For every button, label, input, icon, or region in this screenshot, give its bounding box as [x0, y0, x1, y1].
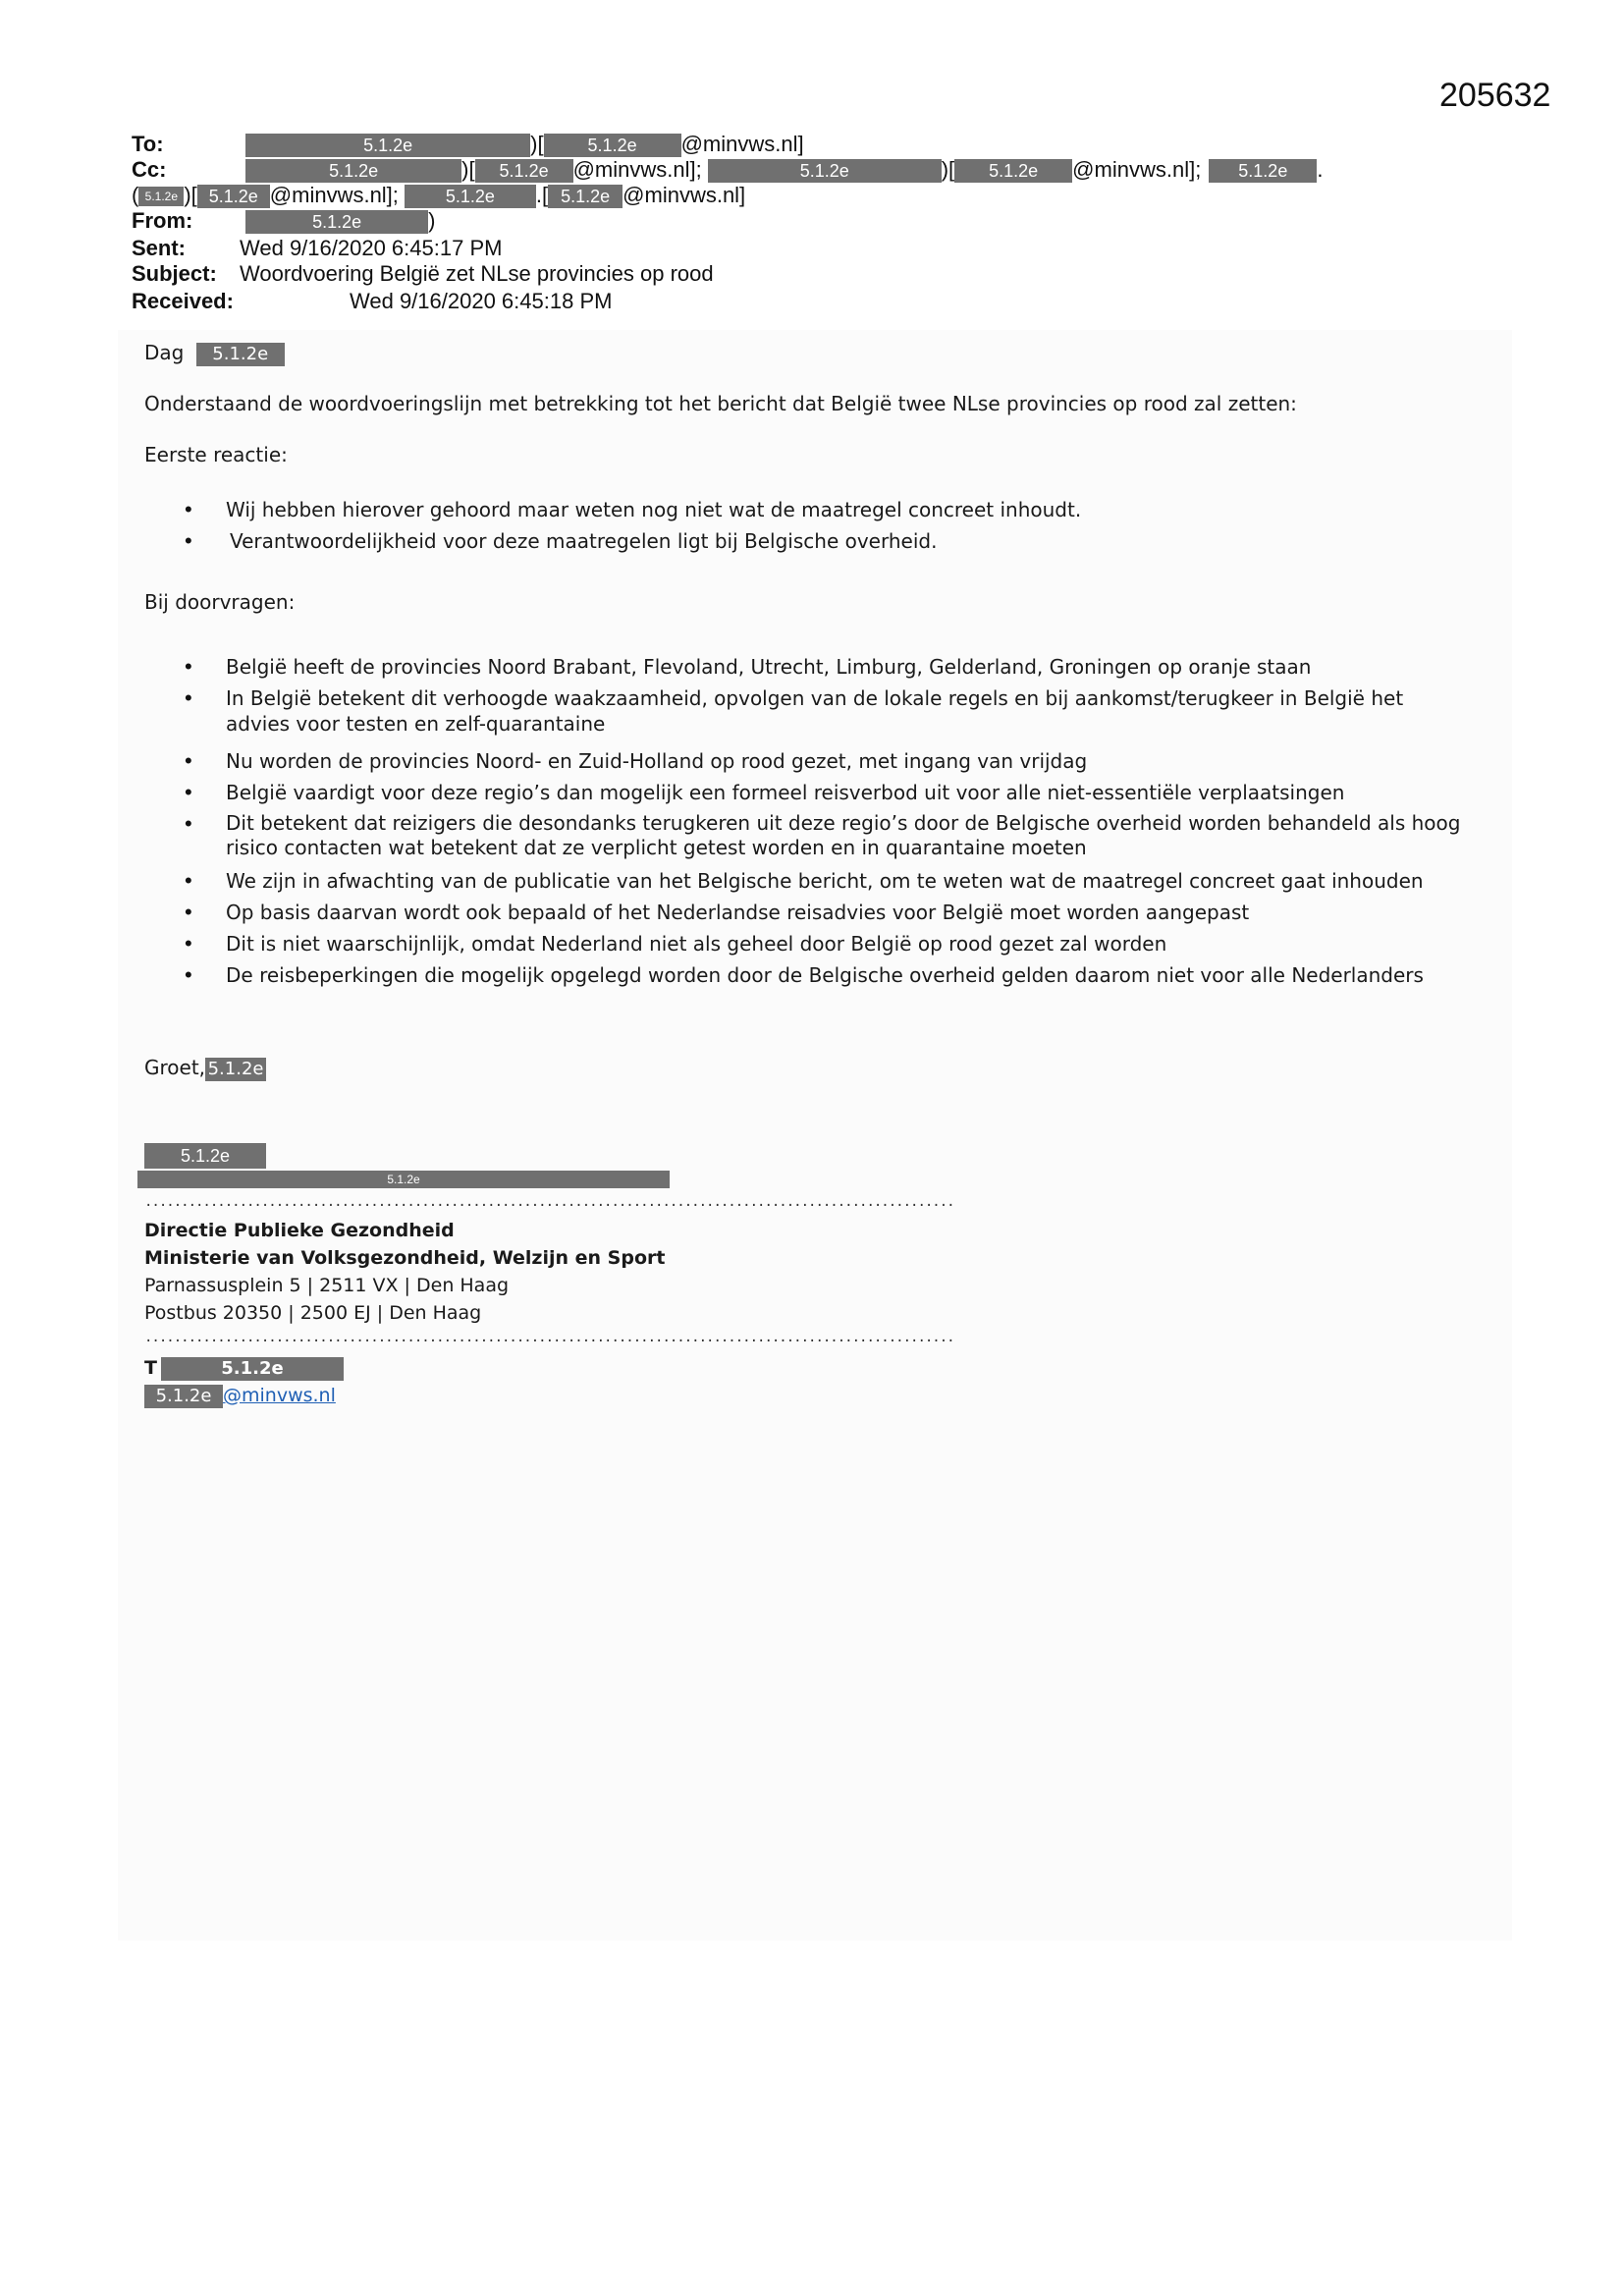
bullet-marker: • [185, 962, 192, 987]
divider: ............................................................................................................... [144, 1330, 954, 1345]
follow-up-item: We zijn in afwachting van de publicatie van het Belgische bericht, om te weten wat de maatregel concreet gaat inhouden [226, 869, 1424, 893]
received-line [132, 289, 612, 314]
received-value: Wed 9/16/2020 6:45:18 PM [350, 289, 613, 313]
address-line-2: Postbus 20350 | 2500 EJ | Den Haag [144, 1302, 482, 1324]
redaction: 5.1.2e [137, 1171, 670, 1188]
separator: .[ [535, 183, 549, 207]
ministry: Ministerie van Volksgezondheid, Welzijn en Sport [144, 1247, 666, 1269]
follow-up-item: Nu worden de provincies Noord- en Zuid-Holland op rood gezet, met ingang van vrijdag [226, 749, 1088, 773]
to-label: To: [132, 132, 164, 156]
separator: )[ [530, 132, 544, 156]
follow-up-item: België heeft de provincies Noord Brabant, Flevoland, Utrecht, Limburg, Gelderland, Groningen op oranje staan [226, 655, 1312, 679]
cc-continuation-line [132, 183, 745, 208]
email-link[interactable]: @minvws.nl [223, 1385, 336, 1406]
follow-up-title: Bij doorvragen: [144, 590, 296, 614]
redaction: 5.1.2e [245, 134, 530, 157]
redaction: 5.1.2e [144, 1385, 223, 1408]
separator: ) [428, 208, 436, 233]
sent-line [132, 236, 502, 261]
follow-up-item: In België betekent dit verhoogde waakzaamheid, opvolgen van de lokale regels en bij aankomst/terugkeer in België het advies voor testen en zelf-quarantaine [226, 686, 1404, 736]
redaction: 5.1.2e [954, 159, 1072, 183]
bullet-marker: • [185, 900, 192, 924]
redaction: 5.1.2e [205, 1058, 266, 1081]
redaction: 5.1.2e [144, 1143, 266, 1169]
redaction: 5.1.2e [544, 134, 681, 157]
email-domain: @minvws.nl]; [269, 183, 399, 207]
subject-value: Woordvoering België zet NLse provincies op rood [240, 261, 714, 286]
greeting-line [144, 340, 285, 366]
from-line [132, 208, 435, 234]
redaction: 5.1.2e [475, 159, 573, 183]
bullet-marker: • [185, 868, 192, 893]
subject-line [132, 261, 714, 287]
sent-label: Sent: [132, 236, 186, 260]
sent-value: Wed 9/16/2020 6:45:17 PM [240, 236, 503, 260]
redaction: 5.1.2e [548, 185, 623, 208]
bullet-marker: • [185, 780, 192, 804]
bullet-marker: • [185, 654, 192, 679]
follow-up-item: België vaardigt voor deze regio’s dan mogelijk een formeel reisverbod uit voor alle niet-essentiële verplaatsingen [226, 781, 1345, 804]
bullet-marker: • [185, 528, 192, 553]
separator: . [1317, 157, 1324, 182]
cc-label: Cc: [132, 157, 167, 182]
phone-label: T [144, 1357, 157, 1379]
divider: ............................................................................................................... [144, 1194, 954, 1210]
bullet-marker: • [185, 497, 192, 521]
closing-line [144, 1055, 266, 1081]
follow-up-item: Dit betekent dat reizigers die desondanks terugkeren uit deze regio’s door de Belgische overheid worden behandeld als hoog risico contacten wat betekent dat ze verplicht getest worden en in quarantaine moeten [226, 811, 1461, 859]
separator: )[ [184, 183, 197, 207]
department: Directie Publieke Gezondheid [144, 1220, 455, 1241]
email-domain: @minvws.nl] [680, 132, 804, 156]
from-label: From: [132, 208, 193, 233]
phone-line [144, 1355, 344, 1381]
separator: )[ [461, 157, 475, 182]
greeting: Dag [144, 341, 185, 364]
document-id: 205632 [1439, 77, 1551, 114]
subject-label: Subject: [132, 261, 217, 286]
first-reaction-item: Verantwoordelijkheid voor deze maatregelen ligt bij Belgische overheid. [230, 529, 938, 553]
separator: ( [132, 183, 139, 207]
bullet-marker: • [185, 811, 192, 836]
email-domain: @minvws.nl]; [572, 157, 702, 182]
bullet-marker: • [185, 931, 192, 956]
email-line [144, 1383, 336, 1408]
separator: )[ [941, 157, 955, 182]
redaction: 5.1.2e [708, 159, 942, 183]
email-domain: @minvws.nl]; [1072, 157, 1202, 182]
redaction: 5.1.2e [197, 185, 270, 208]
redaction: 5.1.2e [196, 343, 285, 366]
first-reaction-title: Eerste reactie: [144, 443, 288, 466]
redaction: 5.1.2e [1209, 159, 1317, 183]
follow-up-item: Op basis daarvan wordt ook bepaald of het Nederlandse reisadvies voor België moet worden aangepast [226, 901, 1250, 924]
address-line-1: Parnassusplein 5 | 2511 VX | Den Haag [144, 1275, 510, 1296]
received-label: Received: [132, 289, 234, 313]
redaction: 5.1.2e [138, 187, 184, 206]
redaction: 5.1.2e [405, 185, 536, 208]
bullet-marker: • [185, 685, 192, 710]
intro-text: Onderstaand de woordvoeringslijn met betrekking tot het bericht dat België twee NLse provincies op rood zal zetten: [144, 392, 1297, 415]
to-line [132, 132, 804, 157]
email-domain: @minvws.nl] [623, 183, 746, 207]
redaction: 5.1.2e [245, 210, 428, 234]
page-background [118, 330, 1512, 1941]
redaction: 5.1.2e [245, 159, 461, 183]
cc-line [132, 157, 1323, 183]
first-reaction-item: Wij hebben hierover gehoord maar weten nog niet wat de maatregel concreet inhoudt. [226, 498, 1082, 521]
follow-up-item: De reisbeperkingen die mogelijk opgelegd worden door de Belgische overheid gelden daarom niet voor alle Nederlanders [226, 963, 1424, 987]
redaction: 5.1.2e [161, 1357, 344, 1381]
bullet-marker: • [185, 748, 192, 773]
follow-up-item: Dit is niet waarschijnlijk, omdat Nederland niet als geheel door België op rood gezet zal worden [226, 932, 1167, 956]
closing: Groet, [144, 1056, 206, 1079]
